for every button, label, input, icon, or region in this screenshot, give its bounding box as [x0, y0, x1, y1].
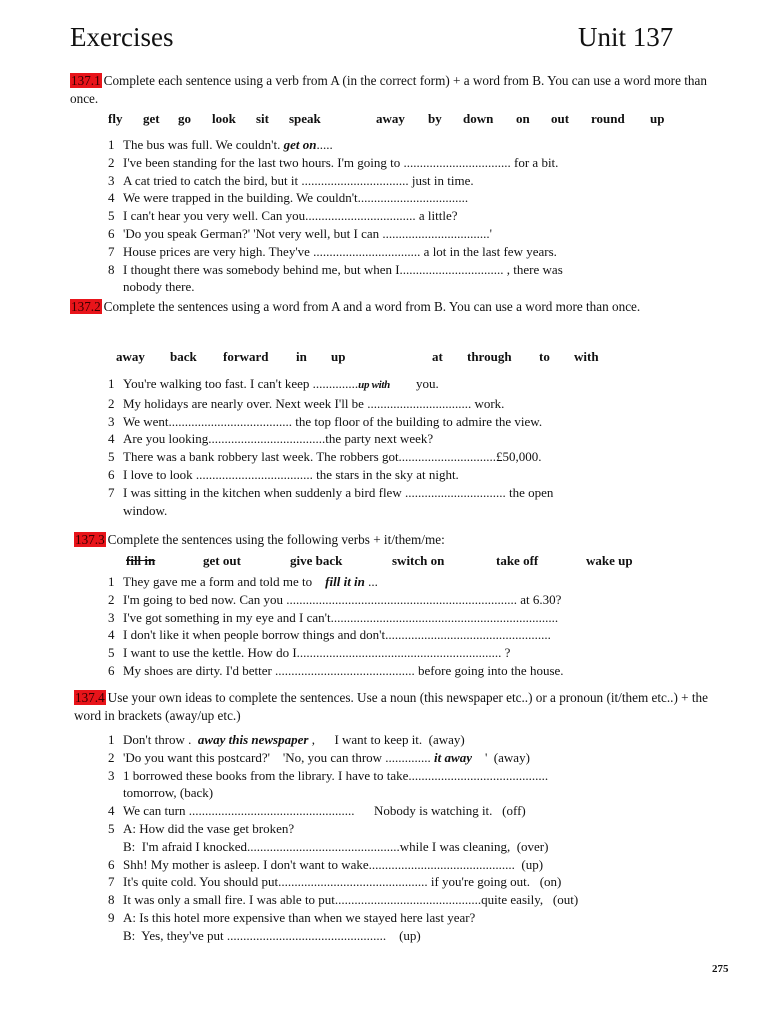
word: go — [178, 111, 191, 126]
exercise-137-2-items — [108, 375, 668, 519]
list-item: 5 I want to use the kettle. How do I............................................................... ? — [108, 645, 511, 661]
list-item: B: Yes, they've put ................................................. (up) — [123, 927, 421, 943]
list-item: 2 I'm going to bed now. Can you ....................................................................... at 6.30? — [108, 591, 562, 607]
list-item: 2 I've been standing for the last two hours. I'm going to ................................. for a bit. — [108, 154, 559, 170]
word: switch on — [392, 553, 445, 568]
exercise-137-3-word-list — [0, 553, 768, 571]
word: on — [516, 111, 530, 126]
list-item: 3 We went...................................... the top floor of the building to admire the view. — [108, 413, 543, 429]
list-item: 5 There was a bank robbery last week. The robbers got..............................£50,000. — [108, 449, 542, 465]
exercise-137-2-instructions — [70, 298, 710, 316]
exercise-137-2-tag: 137.2 — [71, 299, 101, 314]
word: up — [331, 349, 346, 364]
exercise-137-1-instruction-text: Complete each sentence using a verb from A (in the correct form) + a word from B. You can use a word more than once. — [70, 73, 707, 106]
word: in — [296, 349, 307, 364]
list-item: 9 A: Is this hotel more expensive than when we stayed here last year? — [108, 909, 476, 925]
word: forward — [223, 349, 269, 364]
exercise-137-4-instructions — [74, 689, 714, 724]
answer: it away — [434, 749, 472, 765]
list-item: 4 Are you looking....................................the party next week? — [108, 431, 434, 447]
exercise-137-1-word-list — [0, 111, 768, 129]
list-item: 1 Don't throw . away this newspaper , I want to keep it. (away) — [108, 732, 465, 747]
exercise-137-4-instruction-text: Use your own ideas to complete the sentences. Use a noun (this newspaper etc..) or a pronoun (it/them etc..) + the word in brackets (away/up etc.) — [74, 690, 708, 723]
word: give back — [290, 553, 343, 568]
word: take off — [496, 553, 539, 568]
exercise-137-1-items — [108, 136, 668, 296]
exercise-137-4-tag: 137.4 — [75, 690, 105, 705]
list-item: 6 'Do you speak German?' 'Not very well, but I can .................................' — [108, 225, 492, 241]
word: fly — [108, 111, 123, 126]
word: away — [116, 349, 145, 364]
list-item: 4 We were trapped in the building. We couldn't.................................. — [108, 190, 469, 206]
list-item: 1 The bus was full. We couldn't. get on..... — [108, 137, 333, 152]
unit-title: Unit 137 — [578, 22, 674, 52]
word: get out — [203, 553, 241, 568]
answer: away this newspaper — [197, 732, 309, 747]
answer: fill it in — [325, 574, 365, 589]
exercise-137-3-instruction-text: Complete the sentences using the following verbs + it/them/me: — [107, 532, 445, 547]
list-item: 5 I can't hear you very well. Can you.................................. a little? — [108, 208, 458, 224]
list-item: 7 I was sitting in the kitchen when suddenly a bird flew ............................... the open — [108, 484, 554, 500]
word: up — [650, 111, 665, 126]
word: out — [551, 111, 570, 126]
answer: up with — [358, 379, 390, 391]
list-item: window. — [123, 502, 168, 518]
exercise-137-3-tag: 137.3 — [75, 532, 105, 547]
exercise-137-1-tag: 137.1 — [71, 73, 101, 88]
list-item: 6 Shh! My mother is asleep. I don't want to wake............................................. (up) — [108, 856, 544, 872]
list-item: 4 We can turn ................................................... Nobody is watching it. (off) — [108, 803, 526, 819]
list-item: 8 It was only a small fire. I was able to put.............................................quite easily, (out) — [108, 892, 579, 908]
word: look — [212, 111, 236, 126]
page-number: 275 — [712, 963, 729, 975]
exercise-137-1-instructions — [70, 72, 710, 107]
answer: get on — [283, 137, 317, 152]
word: at — [432, 349, 443, 364]
list-item: B: I'm afraid I knocked...............................................while I was cleaning, (over) — [123, 838, 549, 854]
list-item: 2 My holidays are nearly over. Next week I'll be ................................ work. — [108, 395, 505, 411]
exercise-137-2-word-list — [0, 349, 768, 367]
word: back — [170, 349, 197, 364]
list-item: 3 I've got something in my eye and I can't...................................................................... — [108, 609, 559, 625]
list-item: 8 I thought there was somebody behind me, but when I................................ , there was — [108, 261, 563, 277]
exercise-137-3-instructions — [74, 531, 714, 549]
exercise-137-2-instruction-text: Complete the sentences using a word from A and a word from B. You can use a word more than once. — [103, 299, 641, 314]
word: down — [463, 111, 494, 126]
word: wake up — [586, 553, 633, 568]
word: through — [467, 349, 512, 364]
list-item: 7 It's quite cold. You should put.............................................. if you're going out. (on) — [108, 874, 562, 890]
list-item: 3 1 borrowed these books from the library. I have to take........................................... — [108, 767, 549, 783]
word: speak — [289, 111, 321, 126]
word: away — [376, 111, 405, 126]
word: round — [591, 111, 625, 126]
word: to — [539, 349, 550, 364]
list-item: 3 A cat tried to catch the bird, but it ................................. just in time. — [108, 172, 474, 188]
page-title: Exercises — [70, 22, 174, 52]
word: by — [428, 111, 442, 126]
list-item: tomorrow, (back) — [123, 785, 214, 801]
list-item: 7 House prices are very high. They've ................................. a lot in the last few years. — [108, 243, 557, 259]
list-item: 1 They gave me a form and told me to fill it in ... — [108, 574, 378, 589]
word: fill in — [126, 553, 156, 568]
list-item: 4 I don't like it when people borrow things and don't................................................... — [108, 627, 551, 643]
list-item: 6 I love to look .................................... the stars in the sky at night. — [108, 466, 459, 482]
list-item: 6 My shoes are dirty. I'd better ........................................... before going into the house. — [108, 662, 564, 678]
list-item: 1 You're walking too fast. I can't keep ..............up with you. — [108, 376, 439, 391]
exercise-137-3-items — [108, 573, 668, 680]
word: with — [574, 349, 599, 364]
list-item: nobody there. — [123, 279, 195, 295]
word: get — [143, 111, 160, 126]
list-item: 2 'Do you want this postcard?' 'No, you can throw .............. it away ' (away) — [108, 749, 530, 765]
list-item: 5 A: How did the vase get broken? — [108, 820, 295, 836]
word: sit — [256, 111, 269, 126]
exercise-137-4-items — [108, 731, 688, 945]
